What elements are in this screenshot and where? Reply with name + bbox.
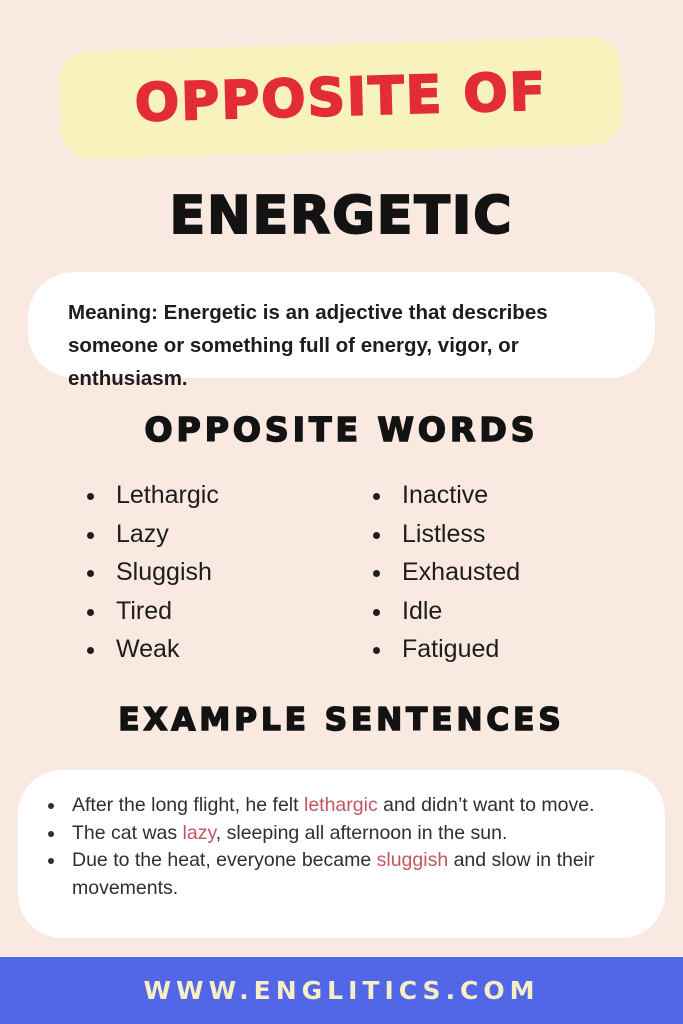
- highlighted-word: sluggish: [376, 849, 449, 871]
- opposite-word: • Listless: [394, 515, 520, 554]
- opposite-words-right-column: [372, 476, 520, 669]
- opposite-word: • Fatigued: [394, 630, 520, 669]
- example-sentences-card: [18, 770, 665, 938]
- headword: ENERGETIC: [169, 186, 514, 246]
- highlighted-word: lazy: [182, 821, 216, 844]
- opposite-words-left-column: [86, 476, 219, 669]
- opposite-word: • Inactive: [394, 476, 520, 515]
- sentence-part: , sleeping all afternoon in the sun.: [215, 821, 508, 844]
- example-sentence-list: [48, 792, 643, 902]
- example-sentence: [66, 820, 643, 848]
- sentence-part: After the long flight, he felt: [72, 794, 304, 816]
- opposite-word: • Idle: [394, 592, 520, 631]
- sentence-part: and didn’t want to move.: [377, 794, 595, 816]
- opposite-word: • Tired: [108, 592, 219, 631]
- website-url: WWW.ENGLITICS.COM: [143, 976, 540, 1005]
- highlighted-word: lethargic: [303, 794, 378, 816]
- title-banner: [59, 36, 624, 160]
- sentence-part: Due to the heat, everyone became: [72, 849, 377, 871]
- example-sentences-heading: EXAMPLE SENTENCES: [118, 702, 565, 738]
- sentence-part: The cat was: [72, 821, 183, 844]
- footer-bar: [0, 957, 683, 1024]
- sentence-part: and slow in their movements.: [72, 849, 595, 899]
- opposite-word: • Sluggish: [108, 553, 219, 592]
- opposite-word: • Lethargic: [108, 476, 219, 515]
- banner-title: OPPOSITE OF: [134, 62, 548, 134]
- opposite-word: • Exhausted: [394, 553, 520, 592]
- opposite-word: • Weak: [108, 630, 219, 669]
- meaning-card: [28, 272, 655, 390]
- opposite-word: • Lazy: [108, 515, 219, 554]
- meaning-text: Meaning: Energetic is an adjective that describes someone or something full of energy, vigor, or enthusiasm.: [68, 301, 548, 390]
- example-sentence: [66, 792, 643, 820]
- example-sentence: [66, 847, 643, 902]
- opposite-words-heading: OPPOSITE WORDS: [144, 410, 539, 449]
